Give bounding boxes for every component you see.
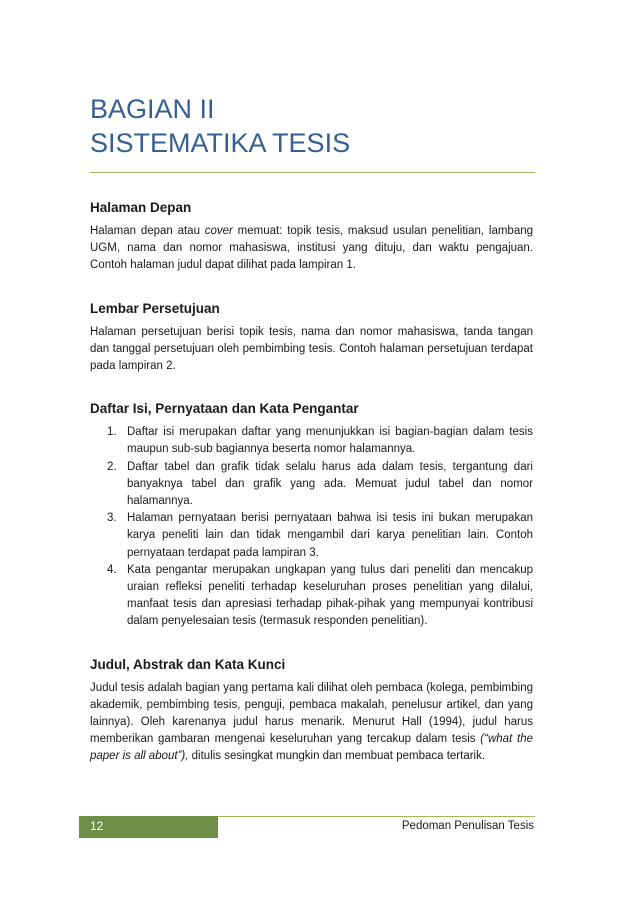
list-number: 3. [107, 512, 117, 525]
list-text: Daftar isi merupakan daftar yang menunjukkan isi bagian-bagian dalam tesis maupun sub-sub bagiannya beserta nomor halamannya. [127, 426, 533, 456]
list-text: Daftar tabel dan grafik tidak selalu harus ada dalam tesis, tergantung dari banyaknya tabel dan grafik yang ada. Memuat judul tabel dan nomor halamannya. [127, 460, 533, 508]
list-item [90, 510, 533, 562]
page-body [90, 199, 533, 766]
section-paragraph [90, 223, 533, 275]
list-item [90, 459, 533, 511]
section-paragraph [90, 680, 533, 766]
title-divider [90, 172, 535, 173]
section-heading: Lembar Persetujuan [90, 300, 220, 316]
section-daftar-isi [90, 400, 533, 630]
chapter-name: SISTEMATIKA TESIS [90, 128, 351, 158]
chapter-title [90, 92, 550, 160]
paragraph-text: ditulis sesingkat mungkin dan membuat pembaca tertarik. [188, 750, 486, 763]
section-heading: Judul, Abstrak dan Kata Kunci [90, 656, 286, 672]
section-heading: Halaman Depan [90, 200, 192, 215]
chapter-number: BAGIAN II [90, 94, 215, 124]
section-lembar-persetujuan [90, 300, 533, 376]
list-item [90, 562, 533, 631]
list-number: 1. [107, 426, 117, 439]
list-text: Halaman pernyataan berisi pernyataan bahwa isi tesis ini bukan merupakan karya peneliti lain dan tidak mengambil dari karya penelitian lain. Contoh pernyataan terdapat pada lampiran 3. [127, 512, 533, 559]
list-text: Kata pengantar merupakan ungkapan yang tulus dari peneliti dan mencakup uraian refleksi peneliti terhadap keseluruhan proses penelitian yang dilalui, manfaat tesis dan apresiasi terhadap pihak-pihak yang mempunyai kontribusi dalam penyelesaian tesis (termasuk responden penelitian). [127, 563, 533, 628]
list-item [90, 424, 533, 458]
emphasis-text: (“what the paper is all about”), [90, 733, 533, 763]
footer-title: Pedoman Penulisan Tesis [401, 820, 534, 832]
numbered-list [90, 424, 533, 630]
section-paragraph: Halaman persetujuan berisi topik tesis, nama dan nomor mahasiswa, tanda tangan dan tanggal persetujuan oleh pembimbing tesis. Contoh halaman persetujuan terdapat pada lampiran 2. [90, 325, 533, 373]
list-number: 4. [107, 563, 117, 576]
section-heading: Daftar Isi, Pernyataan dan Kata Pengantar [90, 401, 359, 417]
paragraph-text: Judul tesis adalah bagian yang pertama kali dilihat oleh pembaca (kolega, pembimbing akademik, pembimbing tesis, penguji, pembaca makalah, penelusur artikel, dan yang lainnya). Oleh karenanya judul harus menarik. Menurut Hall (1994), judul harus memberikan gambaran mengenai keseluruhan yang tercakup dalam tesis [90, 681, 533, 746]
section-halaman-depan [90, 199, 533, 275]
section-judul [90, 656, 533, 766]
list-number: 2. [107, 460, 117, 473]
paragraph-text: memuat: topik tesis, maksud usulan penelitian, lambang UGM, nama dan nomor mahasiswa, institusi yang dituju, dan waktu pengajuan. Contoh halaman judul dapat dilihat pada lampiran 1. [90, 225, 534, 272]
footer-divider [218, 816, 535, 817]
page-number: 12 [90, 819, 104, 833]
paragraph-text: Halaman depan atau [90, 225, 205, 237]
emphasis-text: cover [204, 225, 233, 237]
